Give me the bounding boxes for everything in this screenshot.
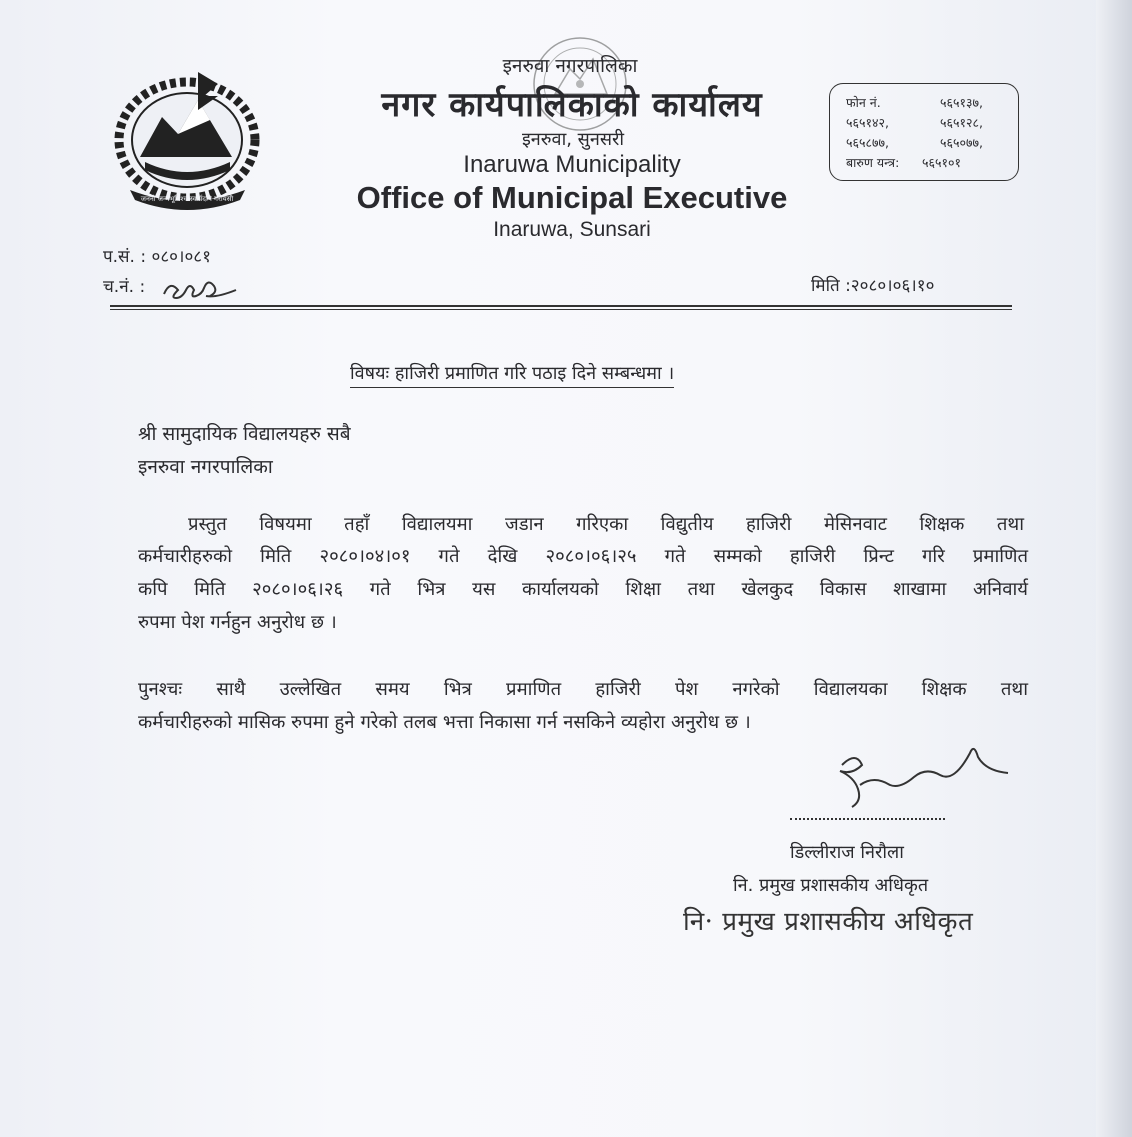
body-line: रुपमा पेश गर्नहुन अनुरोध छ । xyxy=(138,612,337,633)
date-label: मिति : xyxy=(811,276,851,296)
signatory-name: डिल्लीराज निरौला xyxy=(790,842,904,863)
body-line: कर्मचारीहरुको मिति २०८०।०४।०१ गते देखि २०८०।०६।२५ गते सम्मको हाजिरी प्रिन्ट गरि प्रमाणित xyxy=(138,546,1028,567)
body-line: कपि मिति २०८०।०६।२६ गते भित्र यस कार्यालयको शिक्षा तथा खेलकुद विकास शाखामा अनिवार्य xyxy=(138,579,1028,600)
nepal-emblem-icon xyxy=(100,62,275,212)
signatory-title: नि. प्रमुख प्रशासकीय अधिकृत xyxy=(733,875,929,896)
body-line: कर्मचारीहरुको मासिक रुपमा हुने गरेको तलब भत्ता निकासा गर्न नसकिने व्यहोरा अनुरोध छ । xyxy=(138,712,751,733)
header-rule xyxy=(110,305,1012,307)
letter-date xyxy=(811,273,934,296)
contact-box xyxy=(829,83,1019,181)
letter-no-value: ०८०।०८१ xyxy=(151,247,211,267)
phone-number: ५६५१२८, xyxy=(940,115,983,130)
letter-page: जननी जन्मभूमिश्च स्वर्गादपि गरीयसी इनरुवा नगरपालिका नगर कार्यपालिकाको कार्यालय इनरुवा, सुनसरी Inaruwa Municipality Office of Municipal Executive Inaruwa, Sunsari फोन नं. ५६५१३७, ५६५१४२, ५६५१२८, ५६५८७७, ५६५०७७, बारुण यन्त्र: ५६५१०१ प.सं. : ०८०।०८१ च.नं. : मिति :२०८०।०६।१० विषयः हाजिरी प्रमाणित गरि पठाइ दिने सम्बन्धमा । श्री सामुदायिक विद्यालयहरु सबै इनरुवा नगरपालिका प्रस्तुत विषयमा तहाँ विद्यालयमा जडान गरिएका विद्युतीय हाजिरी मेसिनवाट शिक्षक तथा कर्मचारीहरुको मिति २०८०।०४।०१ गते देखि २०८०।०६।२५ गते सम्मको हाजिरी प्रिन्ट गरि प्रमाणित कपि मिति २०८०।०६।२६ गते भित्र यस कार्यालयको शिक्षा तथा खेलकुद विकास शाखामा अनिवार्य रुपमा पेश गर्नहुन अनुरोध छ । पुनश्चः साथै उल्लेखित समय भित्र प्रमाणित हाजिरी पेश नगरेको विद्यालयका शिक्षक तथा कर्मचारीहरुको मासिक रुपमा हुने गरेको तलब भत्ता निकासा गर्न नसकिने व्यहोरा अनुरोध छ । डिल्लीराज निरौला नि. प्रमुख प्रशासकीय अधिकृत नि· प्रमुख प्रशासकीय अधिकृत xyxy=(0,0,1132,1137)
phone-number: ५६५१३७, xyxy=(940,95,983,110)
header-rule xyxy=(110,309,1012,310)
signature-line xyxy=(790,818,945,820)
svg-text:जननी जन्मभूमिश्च स्वर्गादपि गर: जननी जन्मभूमिश्च स्वर्गादपि गरीयसी xyxy=(140,195,234,203)
paper-edge xyxy=(1096,0,1132,1137)
phone-label: फोन नं. xyxy=(846,95,881,110)
fax-number: ५६५१०१ xyxy=(922,155,962,170)
subject-line: विषयः हाजिरी प्रमाणित गरि पठाइ दिने सम्बन्धमा । xyxy=(350,361,674,388)
dispatch-no-label: च.नं. : xyxy=(103,277,146,297)
phone-number: ५६५०७७, xyxy=(940,135,983,150)
addressee-line: इनरुवा नगरपालिका xyxy=(138,456,273,478)
fax-label: बारुण यन्त्र: xyxy=(846,155,900,170)
body-line: प्रस्तुत विषयमा तहाँ विद्यालयमा जडान गरिएका विद्युतीय हाजिरी मेसिनवाट शिक्षक तथा xyxy=(188,514,1024,535)
addressee-line: श्री सामुदायिक विद्यालयहरु सबै xyxy=(138,423,351,445)
phone-number: ५६५१४२, xyxy=(846,115,889,130)
letter-no xyxy=(103,244,211,267)
letter-no-label: प.सं. : xyxy=(103,247,147,267)
designation-stamp: नि· प्रमुख प्रशासकीय अधिकृत xyxy=(683,907,974,937)
dispatch-no xyxy=(103,274,145,297)
dispatch-no-handwritten xyxy=(160,272,240,304)
signature-icon xyxy=(820,745,1020,825)
phone-number: ५६५८७७, xyxy=(846,135,889,150)
body-line: पुनश्चः साथै उल्लेखित समय भित्र प्रमाणित हाजिरी पेश नगरेको विद्यालयका शिक्षक तथा xyxy=(138,679,1028,700)
date-value: २०८०।०६।१० xyxy=(850,276,935,296)
